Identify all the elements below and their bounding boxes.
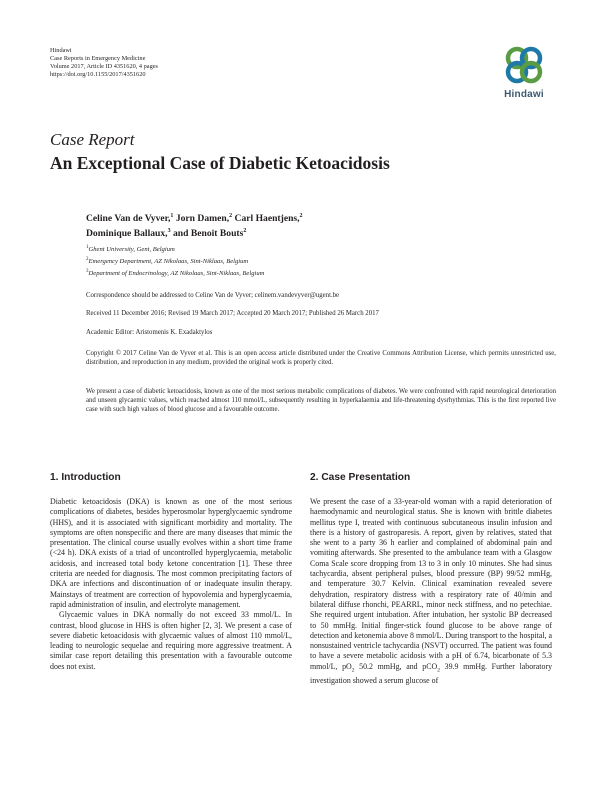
author-list bbox=[86, 210, 516, 240]
academic-editor-line: Academic Editor: Aristomenis K. Exadaktylos bbox=[86, 329, 213, 336]
section-heading: 1. Introduction bbox=[50, 472, 121, 483]
correspondence-line: Correspondence should be addressed to Celine Van de Vyver; celinem.vandevyver@ugent.be bbox=[86, 292, 340, 299]
subscript: 2 bbox=[351, 667, 355, 674]
affiliation-text: Ghent University, Gent, Belgium bbox=[88, 246, 175, 254]
intro-paragraph-2: Glycaemic values in DKA normally do not exceed 33 mmol/L. In contrast, blood glucose in HHS is often higher [2, 3]. We present a case of severe diabetic ketoacidosis with glycaemic values of almost 110 mmol/L, leading to neurologic sequelae and requiring more aggressive treatment. A similar case report detailing this presentation with a favourable outcome does not exist. bbox=[50, 610, 292, 671]
dates-line: Received 11 December 2016; Revised 19 March 2017; Accepted 20 March 2017; Published 26 March 2017 bbox=[86, 310, 379, 317]
author-affil-sup: 2 bbox=[299, 213, 303, 219]
abstract: We present a case of diabetic ketoacidosis, known as one of the most serious metabolic complications of diabetes. We were confronted with rapid neurological deterioration and unseen glycaemic values, which reached almost 110 mmol/L, subsequently resulting in hyperkalaemia and life-threatening dysrhythmias. This is the first reported live case with such high values of blood glucose and a favourable outcome. bbox=[86, 388, 556, 414]
author-affil-sup: 3 bbox=[167, 228, 171, 235]
case-presentation-section bbox=[310, 472, 552, 686]
subscript: 2 bbox=[437, 667, 440, 674]
case-text: 39.9 mmHg. Further laboratory investigation showed a serum glucose of bbox=[310, 661, 553, 685]
affiliation-sup: 2 bbox=[86, 257, 89, 262]
case-text: We present the case of a 33-year-old woman with a rapid deterioration of haemodynamic and neurological status. She is known with brittle diabetes mellitus type I, treated with continuous subcutaneous insulin infusion and there is a history of gastroparesis. A report, given by relatives, stated that she went to a party 36 h earlier and complained of abdominal pain and vomiting afterwards. She presented to the ambulance team with a Glasgow Coma Scale score dropping from 13 to 3 in only 10 minutes. She had sinus tachycardia, absent peripheral pulses, blood pressure (BP) 99/52 mmHg, and temperature 30.7 Kelvin. Clinical examination revealed severe dehydration, respiratory distress with a respiratory rate of 40/min and bilateral diffuse rhonchi, PEARRL, minor neck stiffness, and no petechiae. She required urgent intubation. After intubation, her systolic BP decreased to 50 mmHg. Initial finger-stick found glucose to be above range of detection and ketonemia above 8 mmol/L. During transport to the hospital, a nonsustained ventricle tachycardia (NSVT) occurred. The patient was found to have a severe metabolic acidosis with a pH of 6.74, bicarbonate of 5.3 mmol/L, pO bbox=[310, 497, 552, 671]
section-heading: 2. Case Presentation bbox=[310, 472, 411, 483]
author-name: Celine Van de Vyver, bbox=[86, 213, 171, 225]
hindawi-logo bbox=[496, 42, 552, 104]
affiliation-1 bbox=[86, 244, 516, 255]
affiliation-2 bbox=[86, 256, 516, 267]
introduction-section bbox=[50, 472, 292, 672]
author-affil-sup: 1 bbox=[170, 213, 174, 219]
affiliation-sup: 3 bbox=[86, 269, 89, 274]
author-affil-sup: 2 bbox=[243, 228, 247, 235]
intro-paragraph-1: Diabetic ketoacidosis (DKA) is known as one of the most serious complications of diabetes, besides hyperosmolar hyperglycaemic syndrome (HHS), and it is associated with significant morbidity and mortality. The symptoms are often nonspecific and there are many diseases that mimic the presentation. The clinical course usually evolves within a short time frame (<24 h). DKA exists of a triad of uncontrolled hyperglycaemia, metabolic acidosis, and increased total body ketone concentration [1]. These three criteria are needed for diagnosis. The most common precipitating factors of DKA are infections and discontinuation of or inadequate insulin therapy. Mainstays of treatment are correction of hypovolemia and hyperglycaemia, rapid administration of insulin, and electrolyte management. bbox=[50, 497, 292, 609]
author-name: and Benoit Bouts bbox=[170, 228, 244, 240]
affiliation-sup: 1 bbox=[86, 245, 89, 250]
volume-line: Volume 2017, Article ID 4351620, 4 pages bbox=[50, 63, 158, 70]
author-affil-sup: 2 bbox=[229, 213, 233, 219]
case-text: 50.2 mmHg, and pCO bbox=[354, 661, 438, 671]
copyright-notice: Copyright © 2017 Celine Van de Vyver et al. This is an open access article distributed under the Creative Commons Attribution License, which permits unrestricted use, distribution, and reproduction in any medium, provided the original work is properly cited. bbox=[86, 350, 556, 367]
affiliation-3 bbox=[86, 268, 516, 279]
affiliation-text: Emergency Department, AZ Nikolaas, Sint-Niklaas, Belgium bbox=[88, 258, 249, 266]
doi-link[interactable]: https://doi.org/10.1155/2017/4351620 bbox=[50, 71, 146, 78]
author-name: Carl Haentjens, bbox=[232, 213, 300, 225]
logo-wordmark: Hindawi bbox=[504, 89, 544, 100]
article-type: Case Report bbox=[50, 130, 135, 149]
author-name: Jorn Damen, bbox=[173, 213, 230, 225]
publisher-name: Hindawi bbox=[50, 47, 72, 54]
article-title: An Exceptional Case of Diabetic Ketoacidosis bbox=[50, 153, 390, 173]
case-paragraph-1 bbox=[310, 497, 552, 686]
journal-name: Case Reports in Emergency Medicine bbox=[50, 55, 146, 62]
journal-masthead bbox=[50, 47, 350, 79]
affiliation-text: Department of Endocrinology, AZ Nikolaas, Sint-Niklaas, Belgium bbox=[88, 270, 265, 278]
author-line-2 bbox=[86, 225, 516, 240]
author-line-1 bbox=[86, 210, 516, 225]
author-name: Dominique Ballaux, bbox=[86, 228, 168, 240]
hindawi-logo-icon bbox=[496, 42, 552, 88]
